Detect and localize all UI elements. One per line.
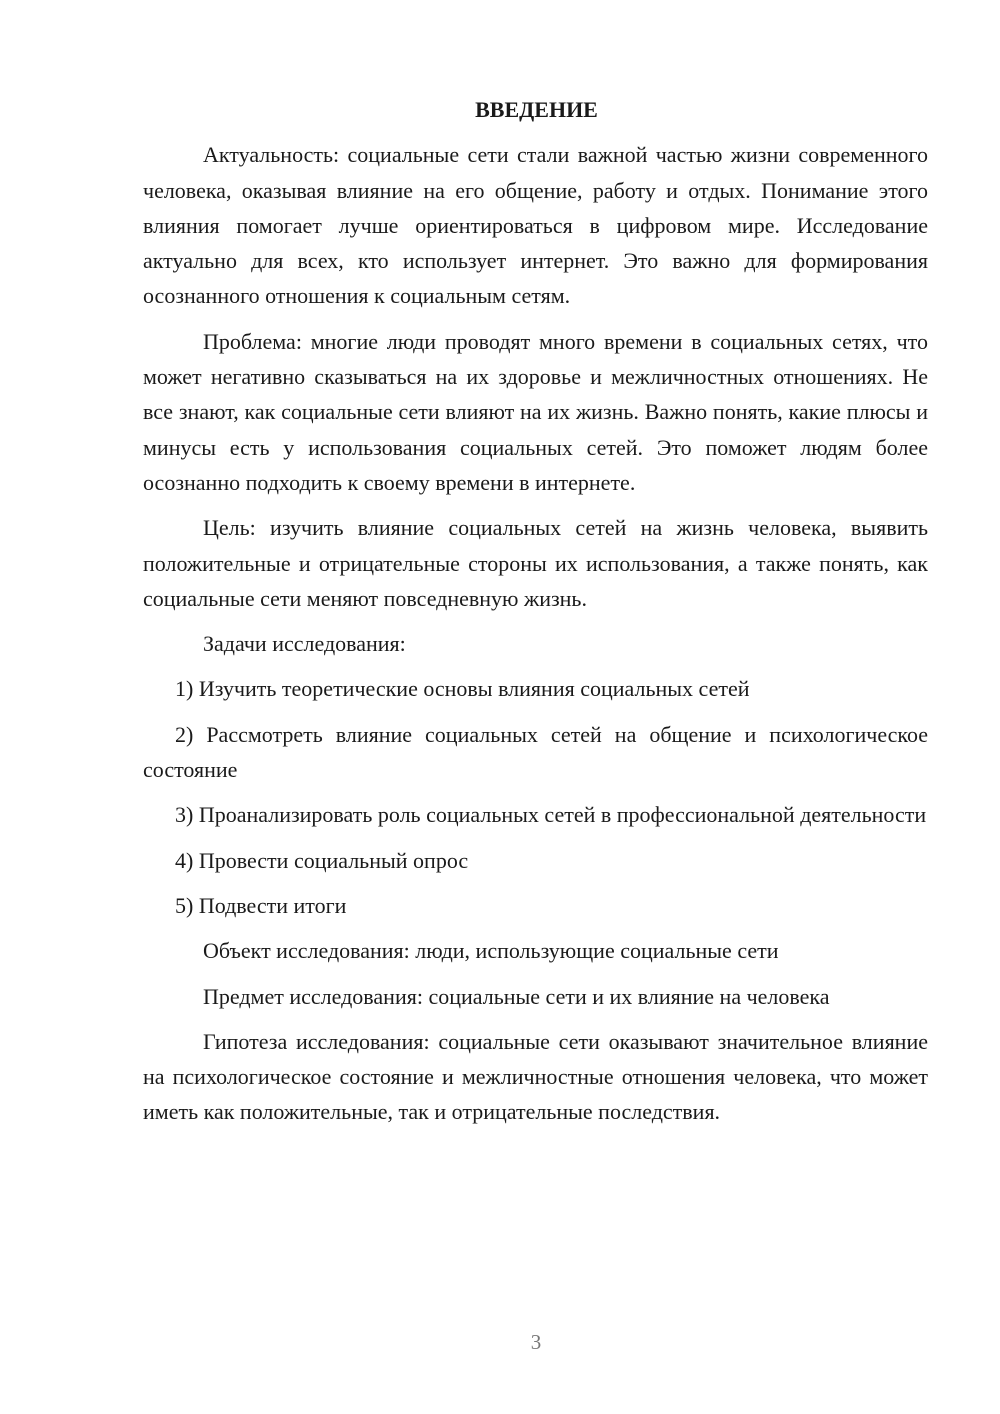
paragraph-subject: Предмет исследования: социальные сети и их влияние на человека — [203, 983, 830, 1009]
task-item-2: 2) Рассмотреть влияние социальных сетей на общение и психологическое состояние — [143, 721, 928, 783]
paragraph-goal: Цель: изучить влияние социальных сетей на жизнь человека, выявить положительные и отрицательные стороны их использования, а также понять, как социальные сети меняют повседневную жизнь. — [143, 515, 928, 611]
paragraph-hypothesis: Гипотеза исследования: социальные сети оказывают значительное влияние на психологическое состояние и межличностные отношения человека, что может иметь как положительные, так и отрицательные последствия. — [143, 1028, 928, 1125]
paragraph-object: Объект исследования: люди, использующие социальные сети — [203, 938, 779, 964]
task-item-3: 3) Проанализировать роль социальных сетей в профессиональной деятельности — [175, 802, 927, 828]
section-title: ВВЕДЕНИЕ — [475, 97, 598, 122]
paragraph-tasks-heading: Задачи исследования: — [203, 631, 406, 657]
task-item-5: 5) Подвести итоги — [175, 892, 347, 918]
page-number: 3 — [530, 1330, 542, 1354]
paragraph-problem: Проблема: многие люди проводят много времени в социальных сетях, что может негативно сказываться на их здоровье и межличностных отношениях. Не все знают, как социальные сети влияют на их жизнь. Важно понять, какие плюсы и минусы есть у использования социальных сетей. Это поможет людям более осознанно подходить к своему времени в интернете. — [143, 328, 928, 495]
paragraph-relevance: Актуальность: социальные сети стали важной частью жизни современного человека, оказывая влияние на его общение, работу и отдых. Понимание этого влияния помогает лучше ориентироваться в цифровом мире. Исследование актуально для всех, кто использует интернет. Это важно для формирования осознанного отношения к социальным сетям. — [143, 142, 928, 309]
task-item-4: 4) Провести социальный опрос — [175, 847, 469, 873]
task-item-1: 1) Изучить теоретические основы влияния социальных сетей — [175, 676, 750, 702]
document-page — [143, 92, 928, 1140]
